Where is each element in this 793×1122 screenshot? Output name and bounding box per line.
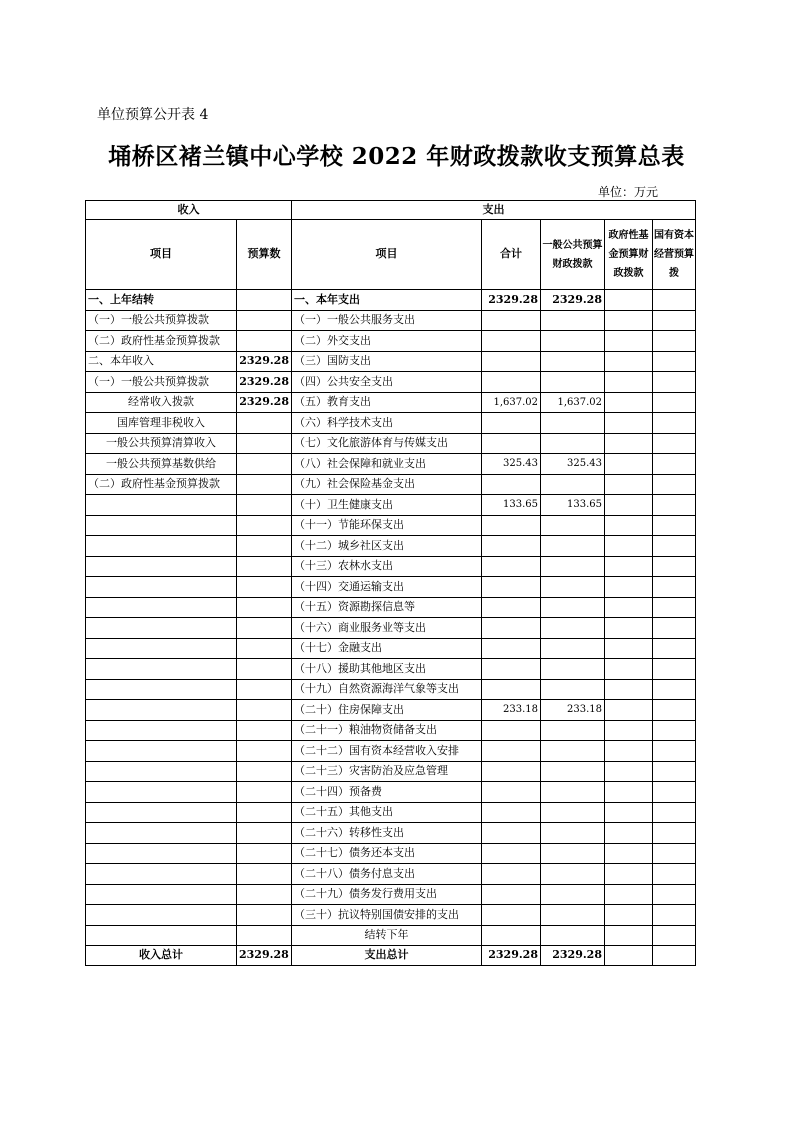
expense-fund-cell — [605, 413, 653, 434]
expense-general-cell — [541, 597, 605, 618]
table-row — [86, 618, 696, 639]
expense-soe-cell — [653, 659, 696, 680]
expense-soe-cell — [653, 556, 696, 577]
expense-fund-cell — [605, 351, 653, 372]
expense-soe-cell — [653, 618, 696, 639]
table-row — [86, 474, 696, 495]
income-item-cell — [86, 577, 237, 598]
expense-fund-cell — [605, 495, 653, 516]
income-budget-cell — [237, 433, 292, 454]
income-item-cell — [86, 905, 237, 926]
expense-fund-cell — [605, 536, 653, 557]
expense-item-cell: （十六）商业服务业等支出 — [292, 618, 482, 639]
expense-soe-cell — [653, 905, 696, 926]
expense-item-cell: （十五）资源勘探信息等 — [292, 597, 482, 618]
expense-soe-cell — [653, 474, 696, 495]
income-item-cell: （二）政府性基金预算拨款 — [86, 474, 237, 495]
expense-total-cell — [482, 761, 541, 782]
col-expense-item: 项目 — [292, 220, 482, 290]
table-row — [86, 659, 696, 680]
expense-fund-cell — [605, 884, 653, 905]
income-budget-cell — [237, 782, 292, 803]
expense-general-cell: 1,637.02 — [541, 392, 605, 413]
expense-general-cell — [541, 536, 605, 557]
table-row — [86, 761, 696, 782]
table-row — [86, 556, 696, 577]
total-income-value: 2329.28 — [237, 946, 292, 966]
expense-general-cell — [541, 823, 605, 844]
expense-total-cell — [482, 864, 541, 885]
expense-total-cell — [482, 433, 541, 454]
expense-fund-cell — [605, 782, 653, 803]
income-item-cell — [86, 864, 237, 885]
income-item-cell — [86, 700, 237, 721]
expense-total-cell: 2329.28 — [482, 290, 541, 311]
expense-general-cell — [541, 864, 605, 885]
expense-soe-cell — [653, 720, 696, 741]
expense-total-cell — [482, 351, 541, 372]
income-budget-cell — [237, 597, 292, 618]
page-title: 埇桥区褚兰镇中心学校 2022 年财政拨款收支预算总表 — [108, 143, 685, 170]
expense-item-cell: （十一）节能环保支出 — [292, 515, 482, 536]
expense-item-cell: （二十七）债务还本支出 — [292, 843, 482, 864]
income-budget-cell — [237, 290, 292, 311]
table-row — [86, 843, 696, 864]
expense-general-cell — [541, 659, 605, 680]
expense-soe-cell — [653, 495, 696, 516]
expense-general-cell: 133.65 — [541, 495, 605, 516]
income-budget-cell — [237, 515, 292, 536]
expense-soe-cell — [653, 761, 696, 782]
table-row — [86, 351, 696, 372]
expense-fund-cell — [605, 761, 653, 782]
expense-soe-cell — [653, 843, 696, 864]
table-row — [86, 638, 696, 659]
col-income-item: 项目 — [86, 220, 237, 290]
income-budget-cell — [237, 905, 292, 926]
expense-general-cell — [541, 433, 605, 454]
expense-soe-cell — [653, 372, 696, 393]
income-item-cell — [86, 638, 237, 659]
income-item-cell — [86, 618, 237, 639]
expense-general-cell — [541, 618, 605, 639]
expense-fund-cell — [605, 310, 653, 331]
expense-general-cell — [541, 577, 605, 598]
table-row — [86, 700, 696, 721]
expense-fund-cell — [605, 290, 653, 311]
total-fund-cell — [605, 946, 653, 966]
expense-total-cell — [482, 823, 541, 844]
income-budget-cell — [237, 700, 292, 721]
income-group-header: 收入 — [86, 201, 292, 220]
income-item-cell — [86, 884, 237, 905]
expense-fund-cell — [605, 741, 653, 762]
income-item-cell — [86, 659, 237, 680]
expense-total-cell — [482, 515, 541, 536]
expense-item-cell: （七）文化旅游体育与传媒支出 — [292, 433, 482, 454]
table-caption: 单位预算公开表 4 — [97, 107, 209, 123]
expense-item-cell: （二）外交支出 — [292, 331, 482, 352]
expense-item-cell: （九）社会保险基金支出 — [292, 474, 482, 495]
expense-item-cell: （十八）援助其他地区支出 — [292, 659, 482, 680]
expense-fund-cell — [605, 331, 653, 352]
income-budget-cell — [237, 823, 292, 844]
expense-fund-cell — [605, 659, 653, 680]
expense-soe-cell — [653, 392, 696, 413]
expense-general-cell — [541, 761, 605, 782]
expense-total-cell — [482, 618, 541, 639]
expense-general-cell — [541, 556, 605, 577]
income-budget-cell — [237, 577, 292, 598]
expense-total-cell — [482, 474, 541, 495]
table-row — [86, 577, 696, 598]
expense-item-cell: （十二）城乡社区支出 — [292, 536, 482, 557]
income-budget-cell — [237, 864, 292, 885]
income-budget-cell — [237, 556, 292, 577]
income-item-cell: （二）政府性基金预算拨款 — [86, 331, 237, 352]
expense-soe-cell — [653, 290, 696, 311]
expense-item-cell: （二十三）灾害防治及应急管理 — [292, 761, 482, 782]
expense-general-cell — [541, 905, 605, 926]
table-row — [86, 802, 696, 823]
expense-total-cell — [482, 843, 541, 864]
expense-soe-cell — [653, 823, 696, 844]
expense-general-cell — [541, 310, 605, 331]
col-total: 合计 — [482, 220, 541, 290]
col-soe-budget: 国有资本经营预算拨 — [653, 220, 696, 290]
expense-total-cell — [482, 802, 541, 823]
expense-item-cell: （二十八）债务付息支出 — [292, 864, 482, 885]
income-item-cell: （一）一般公共预算拨款 — [86, 372, 237, 393]
expense-fund-cell — [605, 823, 653, 844]
table-row — [86, 884, 696, 905]
income-item-cell: 一般公共预算基数供给 — [86, 454, 237, 475]
income-item-cell — [86, 597, 237, 618]
expense-total-cell — [482, 413, 541, 434]
income-item-cell — [86, 823, 237, 844]
expense-fund-cell — [605, 577, 653, 598]
expense-total-cell — [482, 659, 541, 680]
income-budget-cell — [237, 659, 292, 680]
table-row — [86, 433, 696, 454]
expense-general-cell — [541, 474, 605, 495]
table-row — [86, 720, 696, 741]
table-row — [86, 823, 696, 844]
income-budget-cell — [237, 454, 292, 475]
expense-total-cell — [482, 597, 541, 618]
expense-fund-cell — [605, 556, 653, 577]
expense-item-cell: 一、本年支出 — [292, 290, 482, 311]
expense-total-cell — [482, 720, 541, 741]
expense-fund-cell — [605, 638, 653, 659]
income-item-cell: 一般公共预算清算收入 — [86, 433, 237, 454]
income-budget-cell: 2329.28 — [237, 351, 292, 372]
expense-total-cell — [482, 782, 541, 803]
expense-soe-cell — [653, 331, 696, 352]
table-row — [86, 679, 696, 700]
income-item-cell — [86, 536, 237, 557]
table-row — [86, 495, 696, 516]
income-item-cell: 一、上年结转 — [86, 290, 237, 311]
expense-item-cell: （十七）金融支出 — [292, 638, 482, 659]
income-budget-cell — [237, 618, 292, 639]
expense-soe-cell — [653, 925, 696, 946]
income-budget-cell — [237, 741, 292, 762]
table-row — [86, 741, 696, 762]
expense-total-cell — [482, 372, 541, 393]
table-row — [86, 536, 696, 557]
group-header-row — [86, 201, 696, 220]
income-item-cell — [86, 679, 237, 700]
table-row — [86, 372, 696, 393]
income-item-cell — [86, 556, 237, 577]
expense-fund-cell — [605, 802, 653, 823]
expense-item-cell: （十四）交通运输支出 — [292, 577, 482, 598]
expense-soe-cell — [653, 454, 696, 475]
col-income-budget: 预算数 — [237, 220, 292, 290]
expense-total-cell — [482, 331, 541, 352]
expense-item-cell: （二十九）债务发行费用支出 — [292, 884, 482, 905]
expense-soe-cell — [653, 864, 696, 885]
expense-group-header: 支出 — [292, 201, 696, 220]
income-budget-cell — [237, 843, 292, 864]
expense-fund-cell — [605, 474, 653, 495]
expense-total-cell — [482, 679, 541, 700]
table-row — [86, 925, 696, 946]
expense-general-cell — [541, 782, 605, 803]
expense-fund-cell — [605, 700, 653, 721]
income-item-cell: 经常收入拨款 — [86, 392, 237, 413]
expense-general-cell: 2329.28 — [541, 290, 605, 311]
expense-soe-cell — [653, 741, 696, 762]
income-budget-cell — [237, 495, 292, 516]
expense-item-cell: （四）公共安全支出 — [292, 372, 482, 393]
expense-total-cell — [482, 884, 541, 905]
expense-item-cell: （二十五）其他支出 — [292, 802, 482, 823]
expense-soe-cell — [653, 515, 696, 536]
expense-total-cell — [482, 310, 541, 331]
expense-fund-cell — [605, 597, 653, 618]
table-row — [86, 515, 696, 536]
income-item-cell — [86, 741, 237, 762]
expense-general-cell: 233.18 — [541, 700, 605, 721]
expense-item-cell: （二十六）转移性支出 — [292, 823, 482, 844]
table-row — [86, 413, 696, 434]
expense-general-cell — [541, 413, 605, 434]
expense-fund-cell — [605, 720, 653, 741]
table-row — [86, 290, 696, 311]
expense-total-cell — [482, 556, 541, 577]
expense-fund-cell — [605, 864, 653, 885]
expense-item-cell: （三十）抗议特别国债安排的支出 — [292, 905, 482, 926]
total-soe-cell — [653, 946, 696, 966]
expense-general-cell — [541, 925, 605, 946]
expense-general-cell — [541, 843, 605, 864]
expense-soe-cell — [653, 536, 696, 557]
expense-general-cell — [541, 331, 605, 352]
expense-soe-cell — [653, 413, 696, 434]
income-item-cell — [86, 782, 237, 803]
income-budget-cell — [237, 679, 292, 700]
expense-total-cell: 233.18 — [482, 700, 541, 721]
unit-label: 单位：万元 — [598, 185, 659, 199]
expense-general-cell — [541, 741, 605, 762]
expense-item-cell: （二十一）粮油物资储备支出 — [292, 720, 482, 741]
expense-total-cell — [482, 638, 541, 659]
income-item-cell: 国库管理非税收入 — [86, 413, 237, 434]
income-item-cell: 二、本年收入 — [86, 351, 237, 372]
expense-total-cell: 1,637.02 — [482, 392, 541, 413]
expense-soe-cell — [653, 782, 696, 803]
expense-fund-cell — [605, 433, 653, 454]
expense-item-cell: （五）教育支出 — [292, 392, 482, 413]
income-item-cell — [86, 802, 237, 823]
col-fund-budget: 政府性基金预算财政拨款 — [605, 220, 653, 290]
total-row — [86, 946, 696, 966]
total-income-label: 收入总计 — [86, 946, 237, 966]
expense-general-cell — [541, 720, 605, 741]
expense-general-cell — [541, 515, 605, 536]
expense-soe-cell — [653, 351, 696, 372]
expense-general-cell — [541, 351, 605, 372]
income-budget-cell — [237, 720, 292, 741]
table-row — [86, 597, 696, 618]
expense-general-cell — [541, 884, 605, 905]
income-budget-cell — [237, 536, 292, 557]
expense-general-cell — [541, 802, 605, 823]
expense-item-cell: （六）科学技术支出 — [292, 413, 482, 434]
expense-item-cell: （二十二）国有资本经营收入安排 — [292, 741, 482, 762]
expense-fund-cell — [605, 843, 653, 864]
expense-item-cell: （一）一般公共服务支出 — [292, 310, 482, 331]
expense-fund-cell — [605, 679, 653, 700]
expense-fund-cell — [605, 372, 653, 393]
income-item-cell — [86, 761, 237, 782]
total-expense-total: 2329.28 — [482, 946, 541, 966]
expense-soe-cell — [653, 577, 696, 598]
total-expense-label: 支出总计 — [292, 946, 482, 966]
expense-item-cell: （十九）自然资源海洋气象等支出 — [292, 679, 482, 700]
expense-item-cell: （十三）农林水支出 — [292, 556, 482, 577]
expense-total-cell — [482, 577, 541, 598]
table-row — [86, 454, 696, 475]
expense-soe-cell — [653, 638, 696, 659]
income-budget-cell — [237, 884, 292, 905]
table-row — [86, 392, 696, 413]
budget-table — [85, 200, 696, 966]
income-item-cell — [86, 495, 237, 516]
income-item-cell — [86, 515, 237, 536]
expense-soe-cell — [653, 700, 696, 721]
expense-soe-cell — [653, 802, 696, 823]
income-budget-cell: 2329.28 — [237, 392, 292, 413]
expense-item-cell: （二十四）预备费 — [292, 782, 482, 803]
table-row — [86, 905, 696, 926]
expense-soe-cell — [653, 310, 696, 331]
expense-general-cell — [541, 372, 605, 393]
expense-item-cell: （十）卫生健康支出 — [292, 495, 482, 516]
expense-total-cell: 325.43 — [482, 454, 541, 475]
income-budget-cell — [237, 310, 292, 331]
income-budget-cell: 2329.28 — [237, 372, 292, 393]
table-row — [86, 782, 696, 803]
column-header-row — [86, 220, 696, 290]
expense-soe-cell — [653, 679, 696, 700]
income-budget-cell — [237, 331, 292, 352]
expense-soe-cell — [653, 597, 696, 618]
expense-fund-cell — [605, 454, 653, 475]
income-item-cell — [86, 720, 237, 741]
expense-fund-cell — [605, 905, 653, 926]
income-item-cell — [86, 925, 237, 946]
expense-general-cell — [541, 679, 605, 700]
income-budget-cell — [237, 638, 292, 659]
table-row — [86, 864, 696, 885]
expense-fund-cell — [605, 392, 653, 413]
col-general-budget: 一般公共预算财政拨款 — [541, 220, 605, 290]
expense-item-cell: （二十）住房保障支出 — [292, 700, 482, 721]
expense-item-cell: （八）社会保障和就业支出 — [292, 454, 482, 475]
income-item-cell: （一）一般公共预算拨款 — [86, 310, 237, 331]
table-row — [86, 331, 696, 352]
expense-fund-cell — [605, 925, 653, 946]
expense-total-cell — [482, 905, 541, 926]
expense-total-cell — [482, 741, 541, 762]
income-budget-cell — [237, 761, 292, 782]
income-budget-cell — [237, 802, 292, 823]
expense-total-cell: 133.65 — [482, 495, 541, 516]
expense-total-cell — [482, 536, 541, 557]
income-item-cell — [86, 843, 237, 864]
expense-general-cell: 325.43 — [541, 454, 605, 475]
table-row — [86, 310, 696, 331]
expense-soe-cell — [653, 433, 696, 454]
income-budget-cell — [237, 413, 292, 434]
expense-item-cell: 结转下年 — [292, 925, 482, 946]
expense-fund-cell — [605, 618, 653, 639]
total-expense-general: 2329.28 — [541, 946, 605, 966]
expense-fund-cell — [605, 515, 653, 536]
expense-item-cell: （三）国防支出 — [292, 351, 482, 372]
expense-soe-cell — [653, 884, 696, 905]
income-budget-cell — [237, 925, 292, 946]
income-budget-cell — [237, 474, 292, 495]
expense-total-cell — [482, 925, 541, 946]
expense-general-cell — [541, 638, 605, 659]
